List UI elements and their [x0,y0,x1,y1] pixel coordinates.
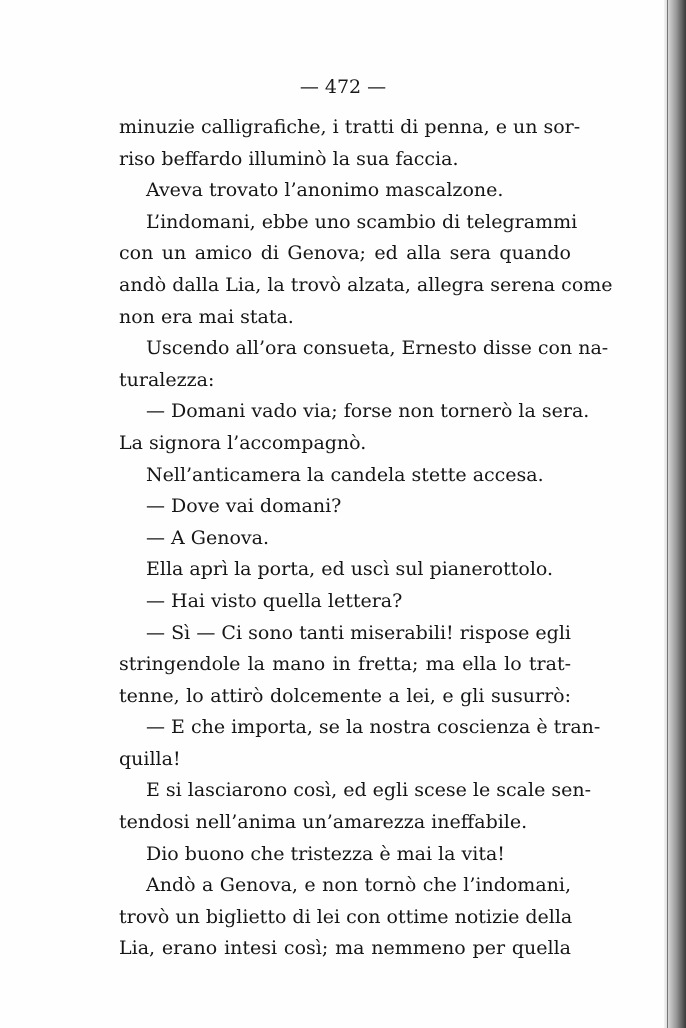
text-line: trovò un biglietto di lei con ottime notizie della [119,905,573,928]
text-line: tenne, lo attirò dolcemente a lei, e gli susurrò: [119,684,571,707]
text-line: Lia, erano intesi così; ma nemmeno per quella [119,937,571,960]
text-line: — Sì — Ci sono tanti miserabili! rispose egli [146,621,571,644]
text-line: minuzie calligrafiche, i tratti di penna, e un sor- [119,116,581,138]
text-line: riso beffardo illuminò la sua faccia. [119,147,459,170]
text-line: con un amico di Genova; ed alla sera quando [119,242,571,265]
text-line: turalezza: [119,368,215,391]
text-line: andò dalla Lia, la trovò alzata, allegra serena come [119,273,613,296]
text-line: E si lasciarono così, ed egli scese le scale sen- [146,779,592,802]
page-number: — 472 — [299,76,387,98]
text-line: tendosi nell’anima un’amarezza ineffabile. [119,811,528,834]
text-line: La signora l’accompagnò. [119,431,367,454]
text-line: — A Genova. [146,526,269,549]
text-line: — Dove vai domani? [146,495,342,518]
text-line: Aveva trovato l’anonimo mascalzone. [146,179,504,202]
text-line: Nell’anticamera la candela stette accesa. [146,463,544,486]
body-text [119,112,613,965]
text-line: — Hai visto quella lettera? [146,589,403,612]
text-line: L’indomani, ebbe uno scambio di telegrammi [146,210,578,233]
text-line: Andò a Genova, e non tornò che l’indomani, [146,874,571,897]
text-line: Ella aprì la porta, ed uscì sul pianerottolo. [146,558,554,581]
text-line: — E che importa, se la nostra coscienza è tran- [146,716,601,739]
text-line: Uscendo all’ora consueta, Ernesto disse con na- [146,337,609,360]
text-line: quilla! [119,747,181,770]
page-edge-line [667,0,668,1028]
text-line: stringendole la mano in fretta; ma ella lo trat- [119,653,571,676]
text-line: Dio buono che tristezza è mai la vita! [146,842,505,865]
text-line: — Domani vado via; forse non tornerò la sera. [146,400,590,423]
text-line: non era mai stata. [119,305,294,328]
